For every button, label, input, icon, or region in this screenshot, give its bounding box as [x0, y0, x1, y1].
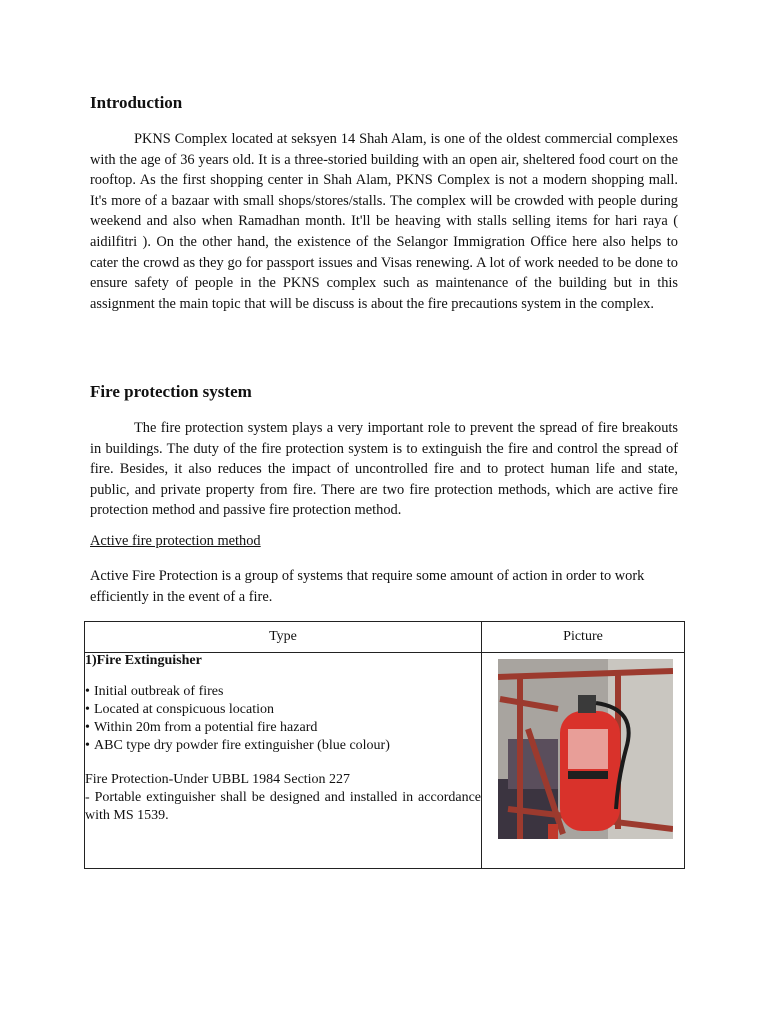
type-cell [85, 653, 482, 869]
list-item [85, 737, 481, 755]
bullet-text: Within 20m from a potential fire hazard [94, 720, 318, 735]
table-row [85, 653, 685, 869]
bullet-glyph: • [85, 684, 90, 699]
item-title: 1)Fire Extinguisher [85, 653, 202, 668]
bullet-glyph: • [85, 702, 90, 717]
ubbl-reference: Fire Protection-Under UBBL 1984 Section 227 [85, 772, 351, 787]
introduction-heading: Introduction [90, 93, 183, 112]
fire-extinguisher-icon [498, 659, 673, 839]
active-method-paragraph: Active Fire Protection is a group of systems that require some amount of action in order to work efficiently in the event of a fire. [90, 568, 645, 605]
introduction-paragraph: PKNS Complex located at seksyen 14 Shah Alam, is one of the oldest commercial complexes with the age of 36 years old. It is a three-storied building with an open air, sheltered food court on the rooftop. As the first shopping center in Shah Alam, PKNS Complex is not a modern shopping mall. It's more of a bazaar with small shops/stores/stalls. The complex will be crowded with people during weekend and also when Ramadhan month. It'll be heaving with stalls selling items for hari raya ( aidilfitri ). On the other hand, the existence of the Selangor Immigration Office here also helps to cater the crowd as they go for passport issues and Visas renewing. A lot of work needed to be done to ensure safety of people in the PKNS complex such as maintenance of the building but in this assignment the main topic that will be discuss is about the fire precautions system in the complex. [90, 131, 678, 312]
picture-cell [482, 653, 685, 869]
list-item [85, 701, 481, 719]
active-method-subheading: Active fire protection method [90, 533, 261, 549]
bullet-list [85, 683, 481, 755]
fire-protection-heading: Fire protection system [90, 382, 252, 401]
ubbl-description: - Portable extinguisher shall be designed and installed in accordance with MS 1539. [85, 790, 481, 823]
list-item [85, 683, 481, 701]
list-item [85, 719, 481, 737]
table-header-row [85, 622, 685, 653]
bullet-glyph: • [85, 720, 90, 735]
fire-protection-table [84, 621, 685, 869]
bullet-glyph: • [85, 738, 90, 753]
fire-extinguisher-photo [498, 659, 673, 839]
header-type: Type [85, 622, 482, 653]
fire-protection-paragraph: The fire protection system plays a very important role to prevent the spread of fire breakouts in buildings. The duty of the fire protection system is to extinguish the fire and control the spread of fire. Besides, it also reduces the impact of uncontrolled fire and to protect human life and state, public, and private property from fire. There are two fire protection methods, which are active fire protection method and passive fire protection method. [90, 420, 678, 519]
bullet-text: ABC type dry powder fire extinguisher (blue colour) [94, 738, 390, 753]
header-picture: Picture [482, 622, 685, 653]
bullet-text: Initial outbreak of fires [94, 684, 224, 699]
bullet-text: Located at conspicuous location [94, 702, 274, 717]
